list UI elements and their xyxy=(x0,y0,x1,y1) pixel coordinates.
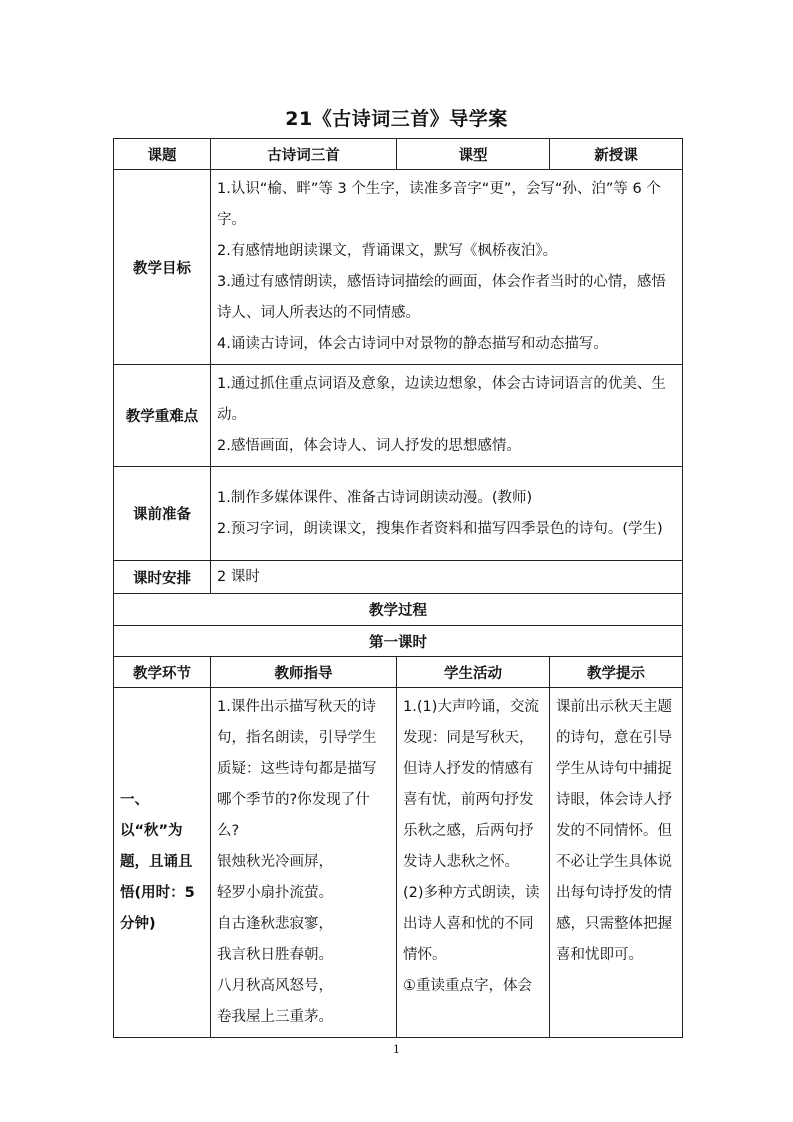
key-point-item: 1.通过抓住重点词语及意象，边读边想象，体会古诗词语言的优美、生动。 xyxy=(217,376,666,423)
type-value: 新授课 xyxy=(550,139,683,170)
column-header: 学生活动 xyxy=(397,657,550,688)
lesson-title-row xyxy=(114,626,683,657)
prep-item: 2.预习字词，朗读课文，搜集作者资料和描写四季景色的诗句。(学生) xyxy=(217,520,663,537)
lesson-title: 第一课时 xyxy=(114,626,683,657)
type-label: 课型 xyxy=(397,139,550,170)
student-activity xyxy=(397,688,550,1038)
poem-line: 卷我屋上三重茅。 xyxy=(217,1009,333,1025)
poem-line: 银烛秋光冷画屏， xyxy=(217,854,333,870)
student-item: ①重读重点字，体会 xyxy=(403,978,532,994)
header-row xyxy=(114,139,683,170)
goals-content xyxy=(211,170,683,365)
column-header: 教学环节 xyxy=(114,657,211,688)
student-item: (2)多种方式朗读，读出诗人喜和忧的不同情怀。 xyxy=(403,885,540,963)
topic-label: 课题 xyxy=(114,139,211,170)
prep-row xyxy=(114,467,683,561)
tip-text: 课前出示秋天主题的诗句，意在引导学生从诗句中捕捉诗眼，体会诗人抒发的不同情怀。但不必让学生具体说出每句诗抒发的情感，只需整体把握喜和忧即可。 xyxy=(556,699,672,963)
stage-1-row xyxy=(114,688,683,1038)
process-title-row xyxy=(114,594,683,626)
goal-item: 4.诵读古诗词，体会古诗词中对景物的静态描写和动态描写。 xyxy=(217,336,608,352)
topic-value: 古诗词三首 xyxy=(211,139,397,170)
poem-line: 轻罗小扇扑流萤。 xyxy=(217,885,333,901)
goals-row xyxy=(114,170,683,365)
column-header: 教师指导 xyxy=(211,657,397,688)
poem-line: 八月秋高风怒号， xyxy=(217,978,333,994)
goal-item: 2.有感情地朗读课文，背诵课文，默写《枫桥夜泊》。 xyxy=(217,243,558,259)
prep-content xyxy=(211,467,683,561)
prep-item: 1.制作多媒体课件、准备古诗词朗读动漫。(教师) xyxy=(217,489,533,506)
poem-line: 我言秋日胜春朝。 xyxy=(217,947,333,963)
teacher-intro: 1.课件出示描写秋天的诗句，指名朗读，引导学生质疑：这些诗句都是描写哪个季节的?你发现了什么? xyxy=(217,699,377,839)
goal-item: 3.通过有感情朗读，感悟诗词描绘的画面，体会作者当时的心情，感悟诗人、词人所表达的不同情感。 xyxy=(217,274,666,321)
key-points-content xyxy=(211,365,683,467)
lesson-plan-table xyxy=(113,138,683,1038)
goal-item: 1.认识“榆、畔”等 3 个生字，读准多音字“更”，会写“孙、泊”等 6 个字。 xyxy=(217,181,661,228)
key-points-label: 教学重难点 xyxy=(114,365,211,467)
document-title: 21《古诗词三首》导学案 xyxy=(285,108,508,130)
column-header-row xyxy=(114,657,683,688)
teacher-guidance xyxy=(211,688,397,1038)
teaching-tip xyxy=(550,688,683,1038)
schedule-row xyxy=(114,561,683,594)
poem-line: 自古逢秋悲寂寥， xyxy=(217,916,333,932)
key-points-row xyxy=(114,365,683,467)
column-header: 教学提示 xyxy=(550,657,683,688)
prep-label: 课前准备 xyxy=(114,467,211,561)
goals-label: 教学目标 xyxy=(114,170,211,365)
process-title: 教学过程 xyxy=(114,594,683,626)
schedule-label: 课时安排 xyxy=(114,561,211,594)
schedule-value: 2 课时 xyxy=(211,561,683,594)
stage-1-label: 一、以“秋”为题，且诵且悟(用时：5 分钟) xyxy=(114,688,211,1038)
student-item: 1.(1)大声吟诵，交流 发现：同是写秋天，但诗人抒发的情感有喜有忧，前两句抒发乐秋之感，后两句抒发诗人悲秋之怀。 xyxy=(403,699,539,870)
page-number: 1 xyxy=(393,1043,400,1056)
key-point-item: 2.感悟画面，体会诗人、词人抒发的思想感情。 xyxy=(217,438,521,454)
